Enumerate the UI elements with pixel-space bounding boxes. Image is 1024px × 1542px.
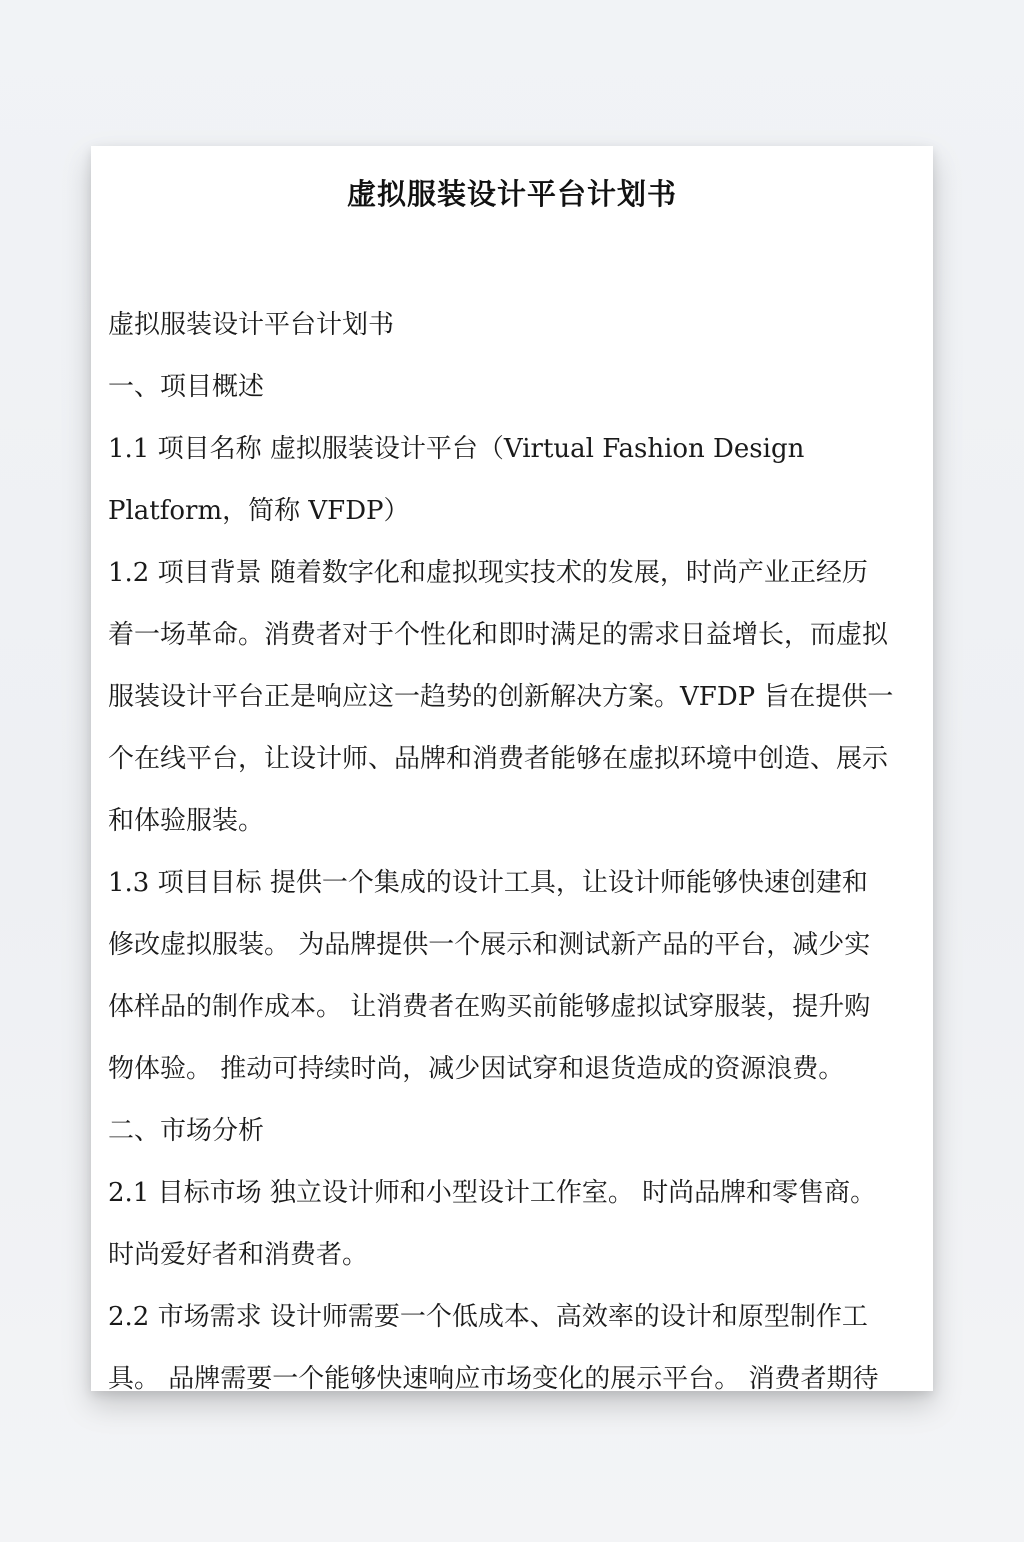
- text-line: 体样品的制作成本。 让消费者在购买前能够虚拟试穿服装，提升购: [108, 992, 871, 1022]
- text-line: 2.1 目标市场 独立设计师和小型设计工作室。 时尚品牌和零售商。: [108, 1178, 877, 1208]
- section-heading: 二、市场分析: [108, 1116, 265, 1146]
- text-line: 服装设计平台正是响应这一趋势的创新解决方案。VFDP 旨在提供一: [108, 682, 894, 712]
- section-heading: 一、项目概述: [108, 372, 265, 402]
- text-line: 个在线平台，让设计师、品牌和消费者能够在虚拟环境中创造、展示: [108, 744, 889, 774]
- text-line: 1.1 项目名称 虚拟服装设计平台（Virtual Fashion Design: [108, 434, 805, 464]
- text-line: 1.3 项目目标 提供一个集成的设计工具，让设计师能够快速创建和: [108, 868, 868, 898]
- text-line: 物体验。 推动可持续时尚，减少因试穿和退货造成的资源浪费。: [108, 1054, 845, 1084]
- text-line: 着一场革命。消费者对于个性化和即时满足的需求日益增长，而虚拟: [108, 620, 889, 650]
- text-line: 1.2 项目背景 随着数字化和虚拟现实技术的发展，时尚产业正经历: [108, 558, 868, 588]
- text-line: Platform，简称 VFDP）: [108, 496, 410, 526]
- text-line: 时尚爱好者和消费者。: [108, 1240, 369, 1270]
- text-line: 具。 品牌需要一个能够快速响应市场变化的展示平台。 消费者期待: [108, 1364, 879, 1391]
- text-line: 和体验服装。: [108, 806, 265, 836]
- text-line: 2.2 市场需求 设计师需要一个低成本、高效率的设计和原型制作工: [108, 1302, 868, 1332]
- document-body: [108, 294, 930, 1391]
- text-line: 修改虚拟服装。 为品牌提供一个展示和测试新产品的平台，减少实: [108, 930, 871, 960]
- document-page: [91, 146, 933, 1391]
- document-title: 虚拟服装设计平台计划书: [346, 177, 677, 211]
- text-line: 虚拟服装设计平台计划书: [108, 310, 395, 340]
